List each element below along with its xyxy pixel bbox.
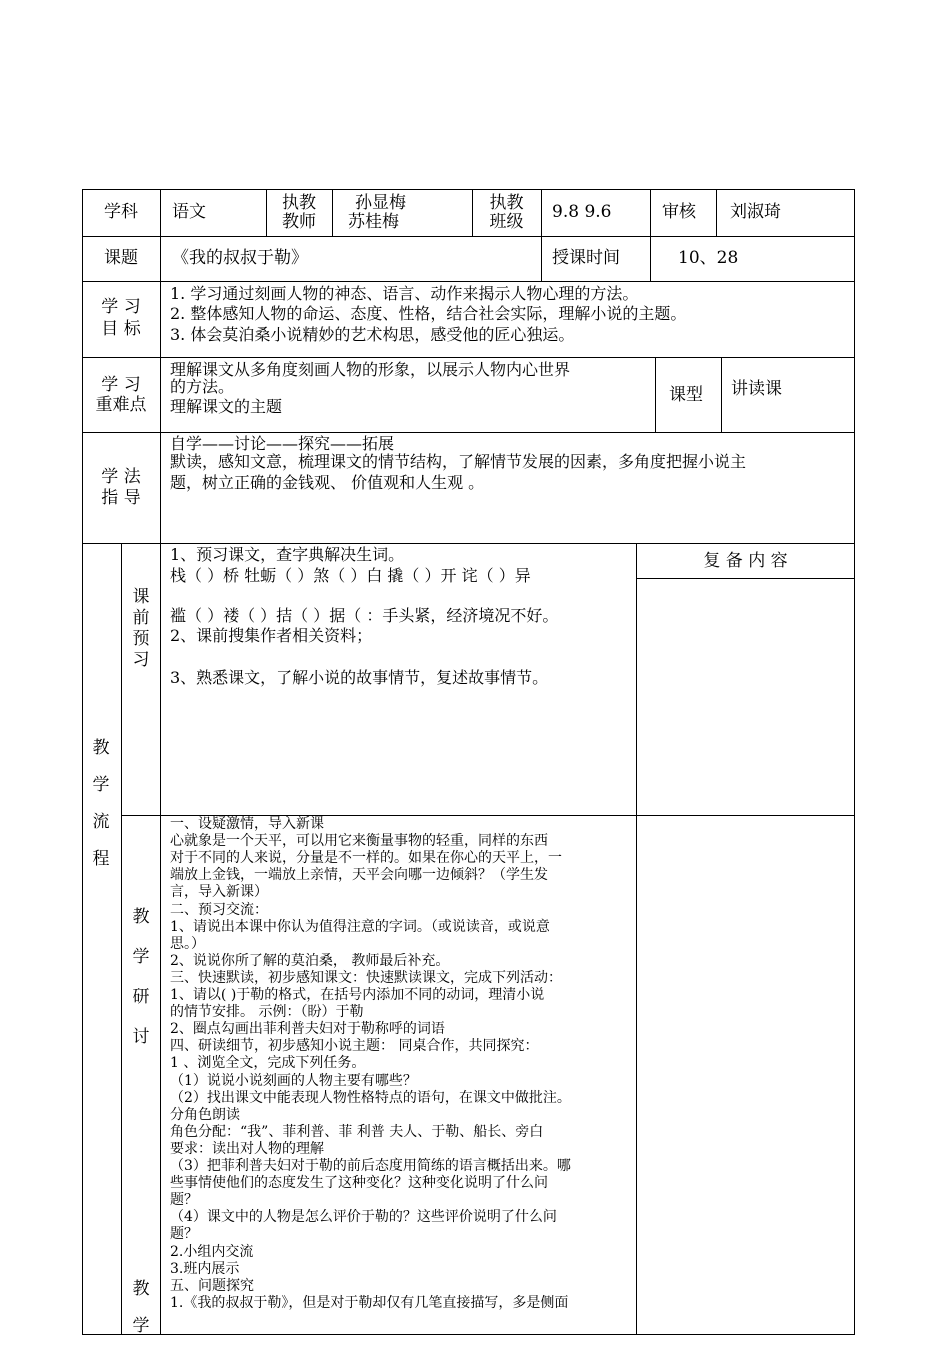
difficulty-line-2: 的方法。: [170, 377, 235, 396]
discussion-char-2: 学: [132, 947, 150, 967]
discussion-line: 分角色朗读: [170, 1106, 240, 1123]
lesson-type-value: 讲读课: [731, 379, 782, 399]
teacher-name-1: 孙显梅: [355, 193, 406, 213]
difficulty-line-3: 理解课文的主题: [170, 397, 283, 416]
discussion-line: 三、快速默读，初步感知课文：快速默读课文，完成下列活动：: [170, 969, 562, 986]
discussion-line: 五、问题探究: [170, 1277, 254, 1294]
preview-line-1: 1、预习课文，查字典解决生词。: [170, 545, 405, 564]
time-value: 10、28: [678, 248, 739, 268]
review-header-divider: [636, 578, 855, 579]
discussion-line: 1、请说出本课中你认为值得注意的字词。（或说读音，或说意: [170, 918, 550, 935]
discussion-line: 要求：读出对人物的理解: [170, 1140, 324, 1157]
table-border-bottom: [82, 1334, 855, 1335]
row-divider-3: [82, 357, 855, 358]
method-line-3: 题，树立正确的金钱观、 价值观和人生观 。: [170, 473, 485, 492]
discussion-line: 心就象是一个天平，可以用它来衡量事物的轻重，同样的东西: [170, 833, 548, 850]
topic-label: 课题: [104, 248, 138, 268]
teacher-label-line1: 执教: [282, 193, 316, 213]
discussion-char-1: 教: [132, 907, 150, 927]
display-char-1: 教: [132, 1279, 150, 1299]
inner-label-divider: [160, 543, 161, 1335]
discussion-line: 1.《我的叔叔于勒》，但是对于勒却仅有几笔直接描写，多是侧面: [170, 1294, 569, 1311]
difficulty-line-1: 理解课文从多角度刻画人物的形象，以展示人物内心世界: [170, 360, 571, 379]
goals-label-line2: 目 标: [101, 319, 141, 339]
preview-char-2: 前: [132, 608, 150, 628]
method-line-1: 自学——讨论——探究——拓展: [170, 434, 395, 453]
display-label: [131, 1274, 151, 1348]
goal-item-3: 3. 体会莫泊桑小说精妙的艺术构思，感受他的匠心独运。: [170, 325, 575, 344]
row1-divider-b: [332, 189, 333, 237]
row-divider-4: [82, 432, 855, 433]
discussion-line: 2、说说你所了解的莫泊桑， 教师最后补充。: [170, 952, 450, 969]
discussion-line: 一、设疑激情，导入新课: [170, 816, 324, 832]
lesson-type-label: 课型: [669, 385, 703, 405]
row2-divider-b: [650, 236, 651, 282]
difficulty-label-line2: 重难点: [95, 395, 147, 415]
discussion-line: 2、圈点勾画出菲利普夫妇对于勒称呼的词语: [170, 1021, 445, 1038]
outer-label-divider: [121, 543, 122, 1335]
table-border-left: [82, 189, 83, 1335]
preview-line-5: 3、熟悉课文，了解小说的故事情节，复述故事情节。: [170, 668, 549, 687]
flow-outer-char-1: 教: [92, 738, 110, 758]
class-value: 9.8 9.6: [552, 202, 612, 222]
difficulty-label-line1: 学 习: [101, 375, 141, 395]
preview-label: [131, 582, 151, 670]
topic-value: 《我的叔叔于勒》: [172, 248, 308, 268]
discussion-line: 些事情使他们的态度发生了这种变化？这种变化说明了什么问: [170, 1175, 548, 1192]
discussion-line: （2）找出课文中能表现人物性格特点的语句，在课文中做批注。: [170, 1089, 571, 1106]
review-label: 审核: [662, 202, 696, 222]
discussion-line: 角色分配：“我”、菲利普、菲 利普 夫人、于勒、船长、旁白: [170, 1123, 544, 1140]
row-divider-1: [82, 236, 855, 237]
flow-outer-char-3: 流: [92, 812, 110, 832]
goal-item-2: 2. 整体感知人物的命运、态度、性格，结合社会实际，理解小说的主题。: [170, 304, 687, 323]
method-label-line2: 指 导: [101, 488, 141, 508]
goal-item-1: 1. 学习通过刻画人物的神态、语言、动作来揭示人物心理的方法。: [170, 284, 639, 303]
preview-char-4: 习: [132, 650, 150, 670]
discussion-line: （1）说说小说刻画的人物主要有哪些？: [170, 1072, 417, 1089]
discussion-line: 二、预习交流：: [170, 901, 268, 918]
review-header: 复 备 内 容: [703, 551, 788, 571]
row2-divider-a: [541, 236, 542, 282]
table-border-top: [82, 189, 855, 190]
discussion-line: 对于不同的人来说，分量是不一样的。如果在你心的天平上，一: [170, 850, 562, 867]
preview-char-1: 课: [132, 587, 150, 607]
discussion-line: 2.小组内交流: [170, 1243, 254, 1260]
preview-line-2: 栈（ ）桥 牡蛎（ ）煞（ ）白 撬（ ）开 诧（ ）异: [170, 566, 531, 585]
discussion-line: 1 、浏览全文，完成下列任务。: [170, 1055, 366, 1072]
discussion-line: （4）课文中的人物是怎么评价于勒的？这些评价说明了什么问: [170, 1209, 557, 1226]
discussion-line: 1、请以( )于勒的格式，在括号内添加不同的动词，理清小说: [170, 987, 545, 1003]
method-line-2: 默读，感知文意，梳理课文的情节结构，了解情节发展的因素，多角度把握小说主: [170, 452, 747, 471]
discussion-char-3: 研: [132, 987, 150, 1007]
discussion-line: （3）把菲利普夫妇对于勒的前后态度用简练的语言概括出来。哪: [170, 1158, 571, 1174]
discussion-line: 的情节安排。 示例：（盼）于勒: [170, 1004, 364, 1021]
table-border-right: [854, 189, 855, 1335]
display-char-2: 学: [132, 1316, 150, 1336]
flow-outer-char-4: 程: [92, 849, 110, 869]
method-label-line1: 学 法: [101, 467, 141, 487]
flow-outer-label: [91, 733, 111, 881]
discussion-line: 言，导入新课）: [170, 884, 268, 901]
row-divider-5: [82, 543, 855, 544]
subject-value: 语文: [172, 202, 206, 222]
flow-outer-char-2: 学: [92, 775, 110, 795]
goals-label-line1: 学 习: [101, 297, 141, 317]
discussion-line: 题？: [170, 1192, 198, 1209]
preview-line-4: 2、课前搜集作者相关资料；: [170, 626, 373, 645]
row1-divider-e: [650, 189, 651, 237]
discussion-line: 思。）: [170, 935, 205, 952]
preview-char-3: 预: [132, 629, 150, 649]
time-label: 授课时间: [552, 248, 620, 268]
row1-divider-d: [541, 189, 542, 237]
row-divider-2: [82, 281, 855, 282]
discussion-line: 四、研读细节，初步感知小说主题： 同桌合作，共同探究：: [170, 1038, 539, 1055]
discussion-char-4: 讨: [132, 1027, 150, 1047]
discussion-line: 端放上金钱，一端放上亲情，天平会向哪一边倾斜？（学生发: [170, 867, 548, 884]
class-label-line2: 班级: [489, 212, 524, 232]
row4-divider-b: [721, 357, 722, 433]
teacher-name-2: 苏桂梅: [348, 212, 399, 232]
row4-divider-a: [655, 357, 656, 433]
subject-label: 学科: [104, 202, 138, 222]
preview-line-3: 褴（ ）褛（ ）拮（ ）据（ ：手头紧，经济境况不好。: [170, 606, 559, 625]
discussion-line: 3.班内展示: [170, 1260, 240, 1277]
review-value: 刘淑琦: [730, 202, 781, 222]
row1-divider-f: [716, 189, 717, 237]
discussion-line: 题？: [170, 1226, 198, 1243]
class-label-line1: 执教: [489, 193, 524, 213]
review-column-divider: [636, 543, 637, 1335]
teacher-label-line2: 教师: [282, 212, 316, 232]
discussion-label: [131, 902, 151, 1062]
label-column-divider: [160, 189, 161, 544]
